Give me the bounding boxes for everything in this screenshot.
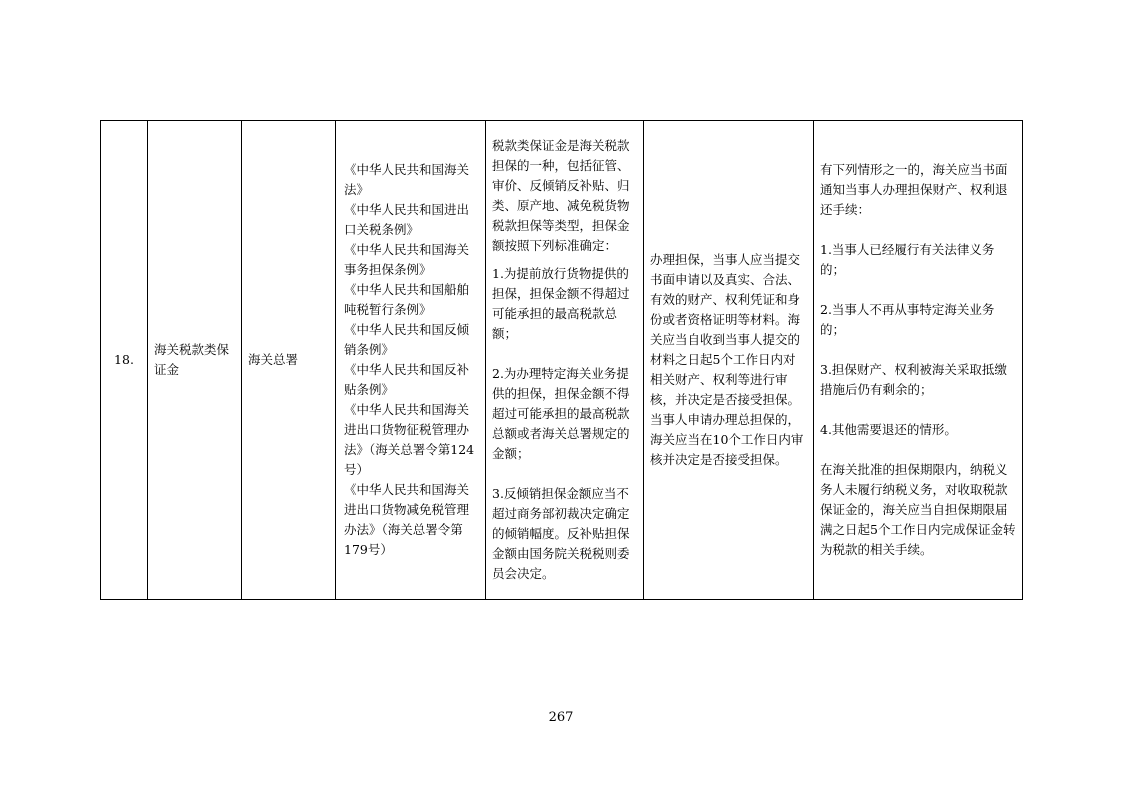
return-note: 在海关批准的担保期限内，纳税义务人未履行纳税义务，对收取税款保证金的，海关应当自担保期限届满之日起5个工作日内完成保证金转为税款的相关手续。 [820, 462, 1016, 557]
fee-table [100, 120, 1023, 600]
table-row [101, 121, 1023, 600]
conditions-cell [644, 121, 814, 600]
return-item: 2.当事人不再从事特定海关业务的； [820, 302, 995, 337]
legal-basis-item: 《中华人民共和国反补贴条例》 [344, 362, 470, 397]
legal-basis-item: 《中华人民共和国进出口关税条例》 [344, 202, 470, 237]
page-number: 267 [548, 710, 574, 725]
legal-basis-item: 《中华人民共和国船舶吨税暂行条例》 [344, 282, 470, 317]
return-rules-cell [814, 121, 1023, 600]
return-item: 1.当事人已经履行有关法律义务的； [820, 242, 995, 277]
content-intro: 税款类保证金是海关税款担保的一种，包括征管、审价、反倾销反补贴、归类、原产地、减免税货物税款担保等类型，担保金额按照下列标准确定： [492, 138, 630, 253]
content-item: 3.反倾销担保金额应当不超过商务部初裁决定确定的倾销幅度。反补贴担保金额由国务院关税税则委员会决定。 [492, 486, 630, 581]
legal-basis-cell [336, 121, 486, 600]
legal-basis-item: 《中华人民共和国海关进出口货物征税管理办法》（海关总署令第124号） [344, 402, 475, 477]
department: 海关总署 [242, 121, 336, 600]
return-intro: 有下列情形之一的，海关应当书面通知当事人办理担保财产、权利退还手续： [820, 162, 1008, 217]
content-item: 2.为办理特定海关业务提供的担保，担保金额不得超过可能承担的最高税款总额或者海关总署规定的金额； [492, 366, 630, 461]
legal-basis-item: 《中华人民共和国海关法》 [344, 162, 470, 197]
legal-basis-item: 《中华人民共和国海关事务担保条例》 [344, 242, 470, 277]
conditions-text: 办理担保，当事人应当提交书面申请以及真实、合法、有效的财产、权利凭证和身份或者资格证明等材料。海关应当自收到当事人提交的材料之日起5个工作日内对相关财产、权利等进行审核，并决定是否接受担保。当事人申请办理总担保的，海关应当在10个工作日内审核并决定是否接受担保。 [650, 252, 804, 467]
return-item: 4.其他需要退还的情形。 [820, 422, 957, 437]
legal-basis-item: 《中华人民共和国反倾销条例》 [344, 322, 470, 357]
item-name: 海关税款类保证金 [148, 121, 242, 600]
content-item: 1.为提前放行货物提供的担保，担保金额不得超过可能承担的最高税款总额； [492, 266, 630, 341]
return-item: 3.担保财产、权利被海关采取抵缴措施后仍有剩余的； [820, 362, 1007, 397]
content-cell [486, 121, 644, 600]
legal-basis-item: 《中华人民共和国海关进出口货物减免税管理办法》（海关总署令第179号） [344, 482, 470, 557]
row-number: 18. [101, 121, 148, 600]
